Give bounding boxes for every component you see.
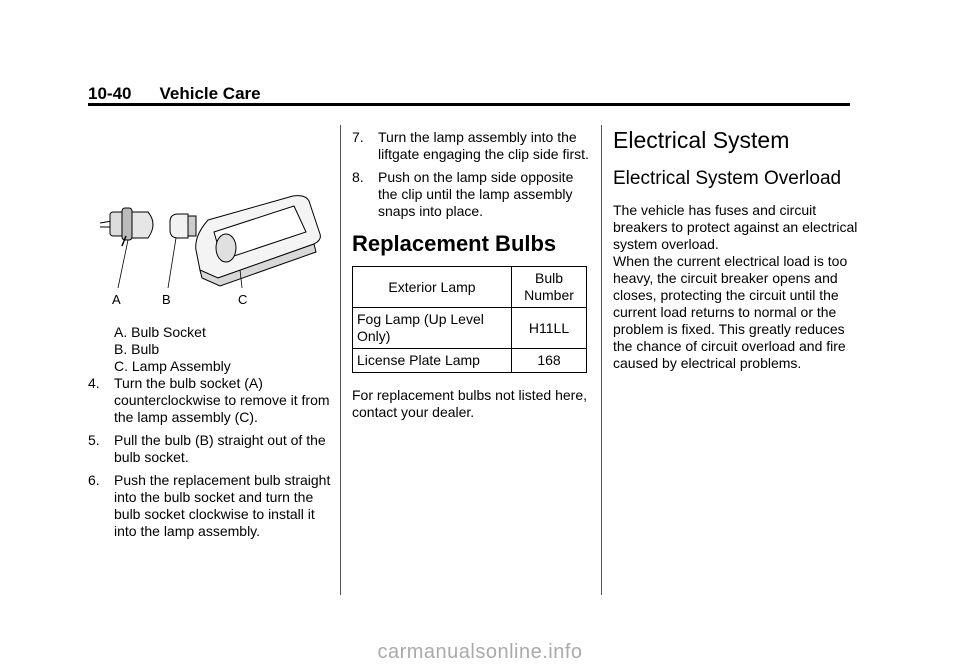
column-divider-1 <box>340 125 341 595</box>
overload-paragraph-2: When the current electrical load is too heavy, the circuit breaker opens and closes, protecting the circuit until the current load returns to normal or the problem is fixed. This greatly reduces the chance of circuit overload and fire caused by electrical problems. <box>613 253 848 371</box>
lamp-cell: Fog Lamp (Up Level Only) <box>353 308 512 349</box>
bulb-cell: 168 <box>512 349 587 373</box>
col-bulb-number: Bulb Number <box>512 267 587 308</box>
section-title: Vehicle Care <box>159 84 261 103</box>
caption-c: C. Lamp Assembly <box>114 358 231 374</box>
overload-subtitle: Electrical System Overload <box>613 168 842 189</box>
replacement-bulbs-table <box>352 266 587 373</box>
header-rule <box>88 103 850 106</box>
label-c: C <box>238 292 248 307</box>
col-exterior-lamp: Exterior Lamp <box>353 267 512 308</box>
bulb-cell: H11LL <box>512 308 587 349</box>
column-divider-2 <box>601 125 602 595</box>
right-column <box>613 127 858 372</box>
electrical-system-title: Electrical System <box>613 127 790 153</box>
lamp-housing-drawing <box>196 196 321 286</box>
label-b: B <box>162 292 171 307</box>
lamp-assembly-illustration <box>88 190 328 310</box>
step-7: 7. Turn the lamp assembly into the liftgate engaging the clip side first. <box>352 129 589 162</box>
overload-paragraph-1: The vehicle has fuses and circuit breakers to protect against an electrical system overload. <box>613 202 858 252</box>
lamp-cell: License Plate Lamp <box>353 349 512 373</box>
middle-column <box>352 129 592 421</box>
bulb-socket-drawing <box>100 208 153 246</box>
page-header <box>88 84 261 104</box>
caption-a: A. Bulb Socket <box>114 324 206 340</box>
step-6: 6. Push the replacement bulb straight into the bulb socket and turn the bulb socket clockwise to install it into the lamp assembly. <box>88 472 331 539</box>
step-5: 5. Pull the bulb (B) straight out of the bulb socket. <box>88 432 326 465</box>
replacement-bulbs-heading: Replacement Bulbs <box>352 231 557 256</box>
bulb-drawing <box>170 214 196 238</box>
label-a: A <box>112 292 121 307</box>
step-8: 8. Push on the lamp side opposite the clip until the lamp assembly snaps into place. <box>352 169 574 219</box>
table-row <box>353 308 587 349</box>
page-number: 10-40 <box>88 84 132 103</box>
replacement-note: For replacement bulbs not listed here, contact your dealer. <box>352 387 588 420</box>
caption-b: B. Bulb <box>114 341 160 357</box>
watermark: carmanualsonline.info <box>377 641 583 663</box>
table-row <box>353 349 587 373</box>
table-header-row <box>353 267 587 308</box>
left-column <box>88 190 333 546</box>
step-4: 4. Turn the bulb socket (A) counterclockwise to remove it from the lamp assembly (C). <box>88 375 330 425</box>
